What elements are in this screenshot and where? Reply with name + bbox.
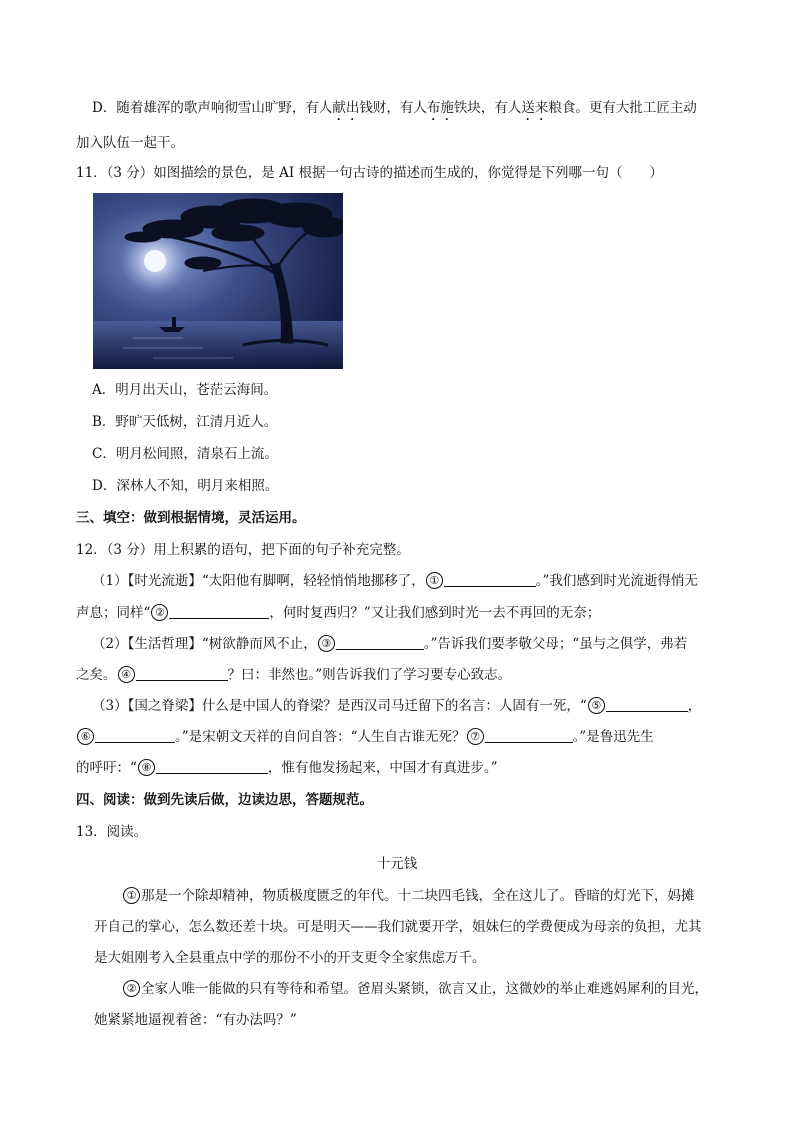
blank-number-1: ①: [426, 572, 443, 589]
ai-moonlit-tree-image: [93, 193, 343, 369]
q11-option-c: C．明月松间照，清泉石上流。: [92, 446, 278, 462]
q10-option-d-line2: 加入队伍一起干。: [76, 135, 184, 151]
blank-number-7: ⑦: [467, 728, 484, 745]
blank-number-6: ⑥: [77, 728, 94, 745]
dotted-word: 送来: [521, 100, 549, 116]
q11-option-b: B．野旷天低树，江清月近人。: [92, 414, 278, 430]
text: D．随着雄浑的歌声响彻雪山旷野，有人: [92, 100, 333, 116]
text: 。”我们感到时光流逝得悄无: [535, 573, 698, 589]
text: ，惟有他发扬起来，中国才有真进步。”: [267, 760, 498, 776]
q11-option-d: D．深林人不知，明月来相照。: [92, 478, 279, 494]
q12-part1-line1: [92, 571, 698, 591]
fill-blank-8[interactable]: [156, 759, 268, 774]
blank-number-4: ④: [118, 666, 135, 683]
blank-number-3: ③: [318, 635, 335, 652]
q12-part2-line2: [76, 665, 511, 685]
fill-blank-4[interactable]: [136, 666, 228, 681]
blank-number-5: ⑤: [588, 697, 605, 714]
para-number-1: ①: [123, 887, 140, 904]
para-number-2: ②: [123, 980, 140, 997]
text: 。”是鲁迅先生: [572, 729, 654, 745]
q12-stem: 12．（3 分）用上积累的语句，把下面的句子补充完整。: [76, 542, 410, 558]
dotted-word: 布施: [426, 100, 454, 116]
passage-para1-line2: 开自己的掌心，怎么数还差十块。可是明天——我们就要开学，姐妹仨的学费便成为母亲的负担，尤其: [94, 919, 702, 935]
text: ？曰：非然也。”则告诉我们了学习要专心致志。: [227, 667, 512, 683]
section-3-heading: 三、填空：做到根据情境，灵活运用。: [76, 510, 306, 526]
text: 钱财，有人: [359, 100, 427, 116]
q12-part2-line1: [92, 634, 687, 654]
q13-stem: 13．阅读。: [76, 824, 148, 840]
section-4-heading: 四、阅读：做到先读后做，边读边思，答题规范。: [76, 792, 373, 808]
text: 。”是宋朝文天祥的自问自答：“人生自古谁无死？: [175, 729, 466, 745]
text: （3）【国之脊梁】什么是中国人的脊梁？是西汉司马迁留下的名言：人固有一死，“: [92, 698, 587, 714]
text: （1）【时光流逝】“太阳他有脚啊，轻轻悄悄地挪移了，: [92, 573, 425, 589]
moon-icon: [144, 250, 166, 272]
fill-blank-6[interactable]: [95, 728, 175, 743]
dotted-word: 献出: [332, 100, 360, 116]
text: 的呼吁：“: [76, 760, 137, 776]
fill-blank-1[interactable]: [444, 572, 536, 587]
q12-part3-line2: [76, 727, 654, 747]
fill-blank-7[interactable]: [485, 728, 573, 743]
q12-part3-line1: [92, 696, 701, 716]
fill-blank-5[interactable]: [606, 697, 688, 712]
text: ，: [687, 698, 702, 714]
text: 粮食。更有大批工匠主动: [548, 100, 697, 116]
text: 之矣。: [76, 667, 117, 683]
blank-number-8: ⑧: [138, 759, 155, 776]
fill-blank-3[interactable]: [336, 635, 424, 650]
fill-blank-2[interactable]: [169, 604, 269, 619]
passage-para2-line1: [122, 979, 708, 999]
passage-para1-line1: [122, 886, 695, 906]
text: 。”告诉我们要孝敬父母；“虽与之俱学，弗若: [423, 636, 688, 652]
text: 声息；同样“: [76, 605, 151, 621]
text: （2）【生活哲理】“树欲静而风不止，: [92, 636, 317, 652]
q11-stem: 11．（3 分）如图描绘的景色，是 AI 根据一句古诗的描述而生成的，你觉得是下列哪一句（ ）: [76, 165, 663, 181]
text: ，何时复西归？”又让我们感到时光一去不再回的无奈；: [269, 605, 601, 621]
q11-option-a: A．明月出天山，苍茫云海间。: [92, 382, 278, 398]
text: 铁块，有人: [453, 100, 522, 116]
passage-para2-line2: 她紧紧地逼视着爸：“有办法吗？”: [94, 1012, 297, 1028]
q12-part3-line3: [76, 758, 498, 778]
text: 全家人唯一能做的只有等待和希望。爸眉头紧锁，欲言又止，这微妙的举止难逃妈犀利的目光，: [141, 981, 708, 997]
passage-para1-line3: 是大姐刚考入全县重点中学的那份不小的开支更令全家焦虑万千。: [94, 950, 486, 966]
blank-number-2: ②: [151, 604, 168, 621]
text: 那是一个除却精神，物质极度匮乏的年代。十二块四毛钱，全在这儿了。昏暗的灯光下，妈摊: [141, 888, 695, 904]
q10-option-d-line1: [92, 98, 697, 124]
passage-title: 十元钱: [376, 856, 418, 872]
q12-part1-line2: [76, 603, 600, 623]
